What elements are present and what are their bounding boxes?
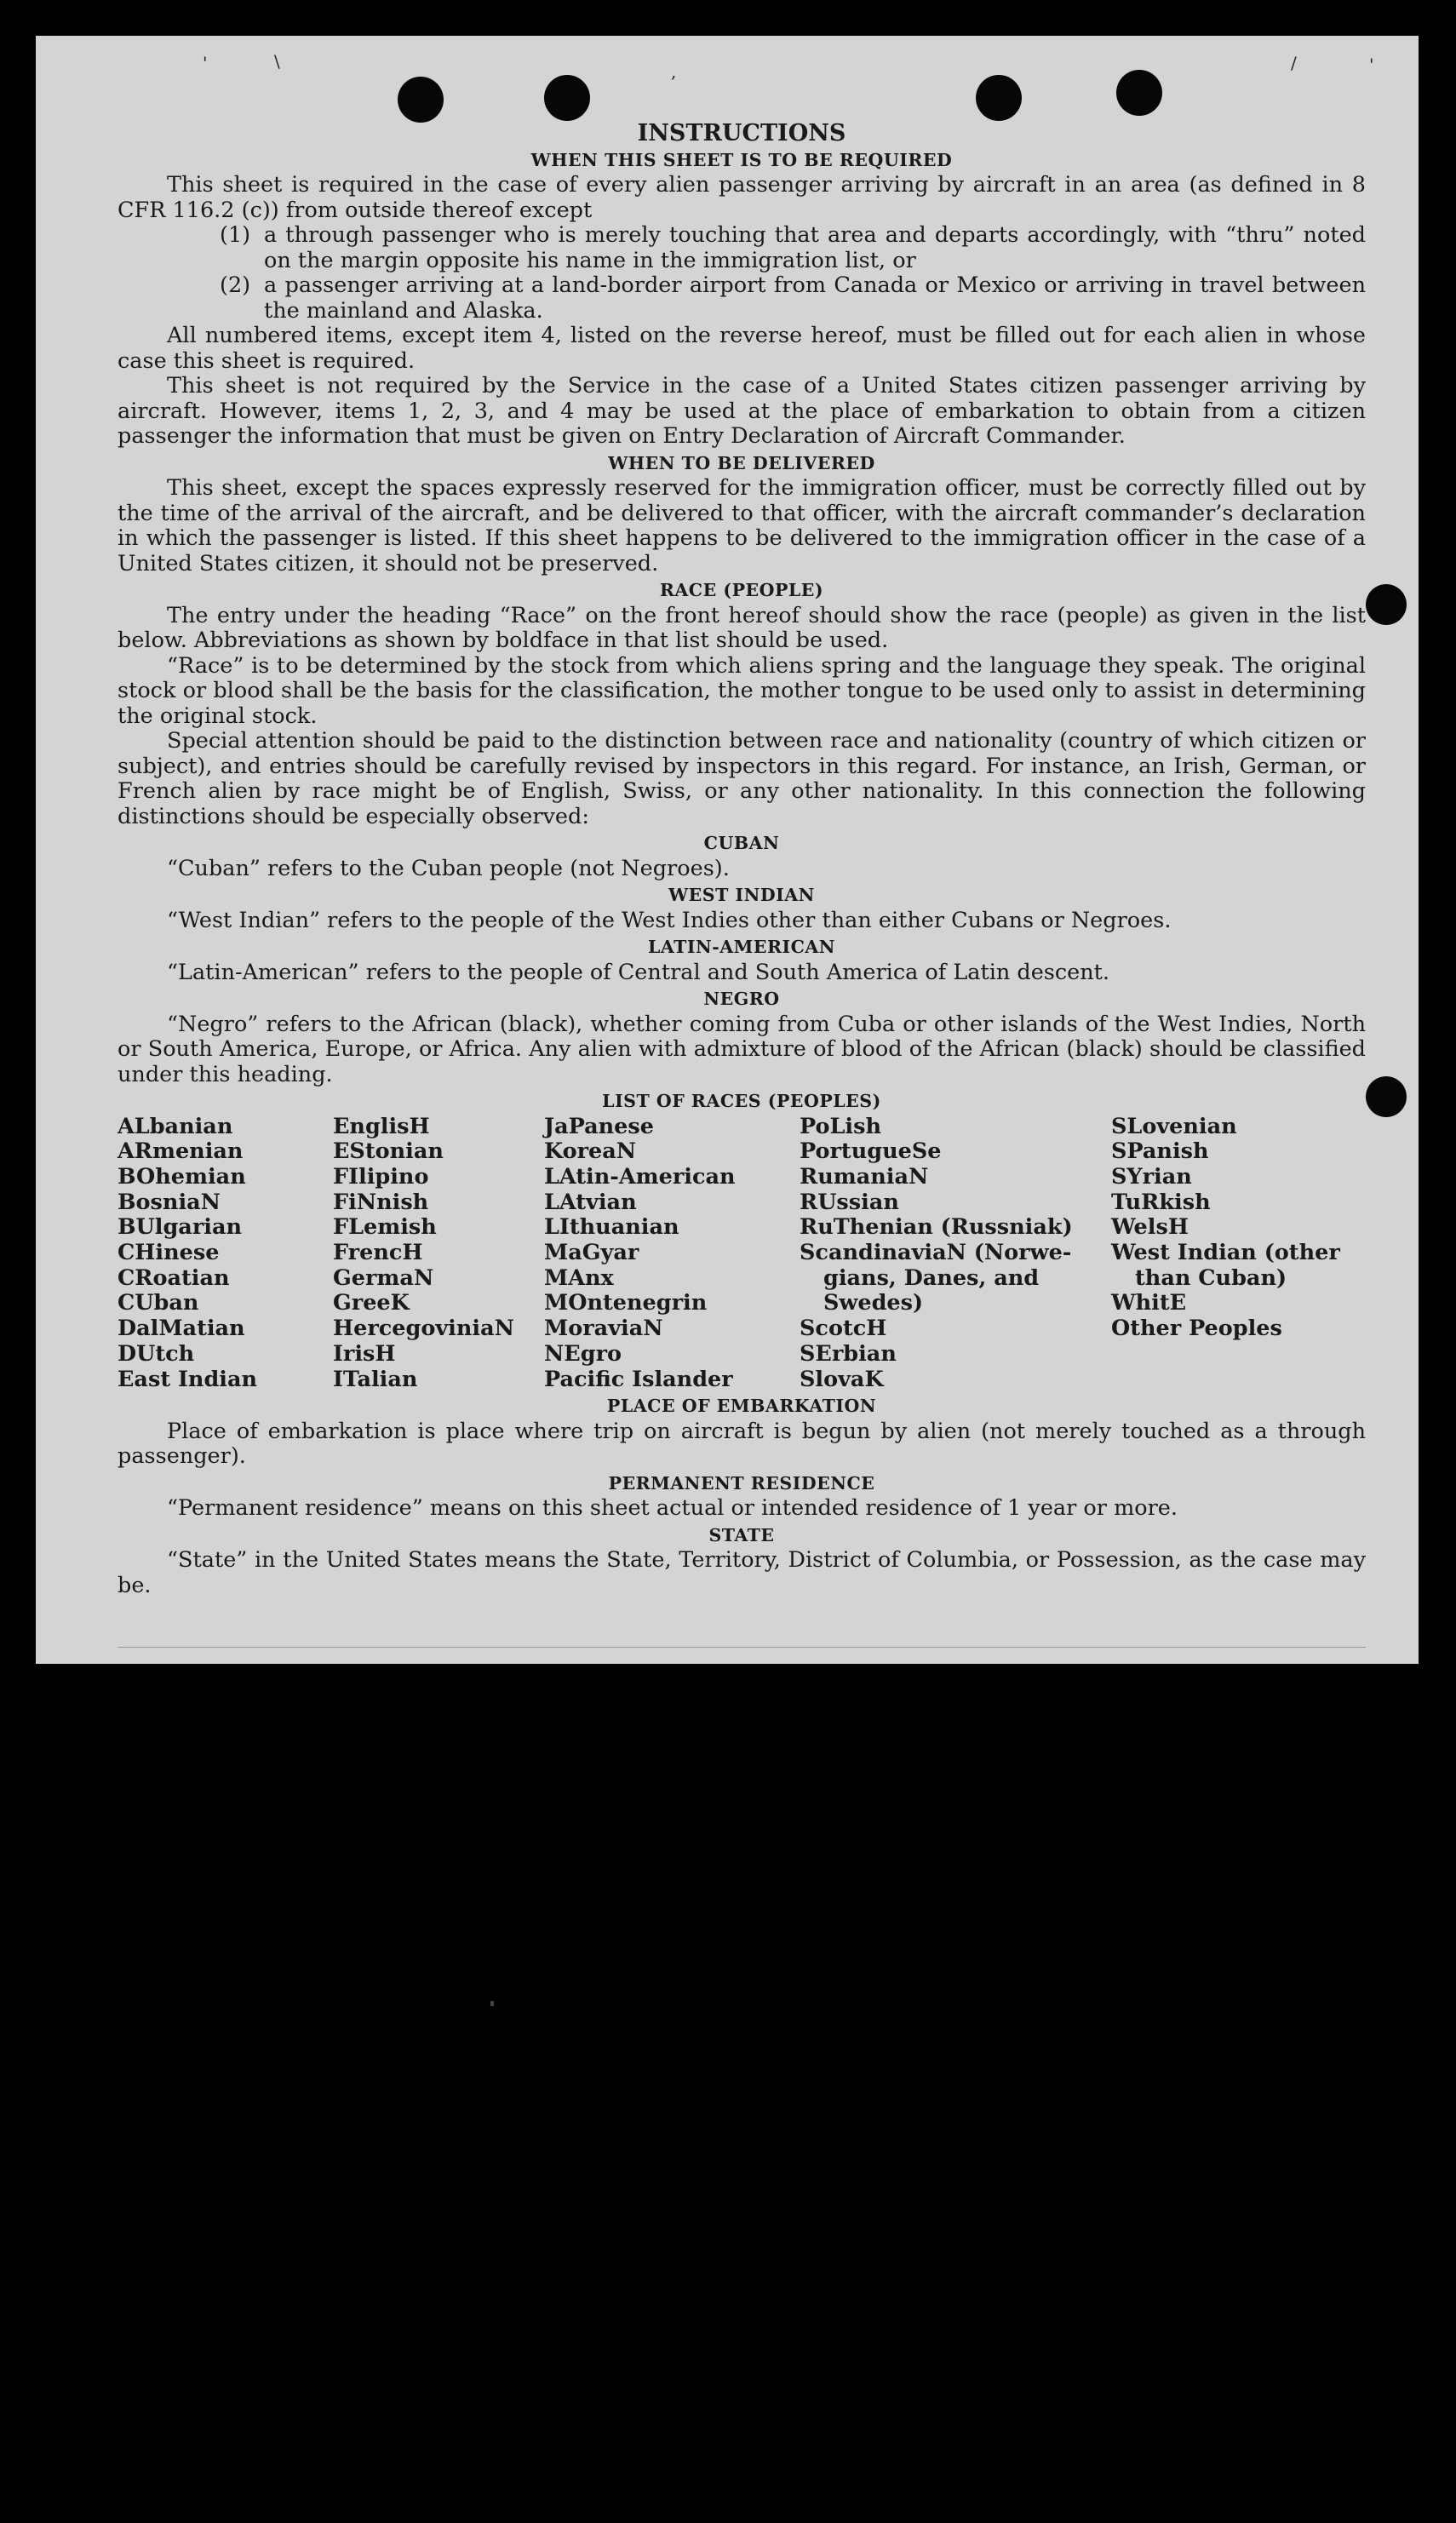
- exception-number: (1): [220, 222, 251, 248]
- numbered-items-paragraph: All numbered items, except item 4, listed on the reverse hereof, must be filled out for each alien in whose case this sheet is required.: [118, 323, 1366, 374]
- race-entry: MAnx: [544, 1264, 614, 1291]
- race-entry-continued: Swedes): [823, 1290, 924, 1316]
- race-entry-continued: than Cuban): [1135, 1264, 1287, 1291]
- section-title-west-indian: WEST INDIAN: [668, 885, 815, 905]
- race-entry: HercegoviniaN: [333, 1316, 514, 1342]
- race-entry: RumaniaN: [800, 1163, 929, 1190]
- race-entry: MoraviaN: [544, 1316, 663, 1342]
- race-entry: Other Peoples: [1111, 1316, 1282, 1342]
- cuban-definition: “Cuban” refers to the Cuban people (not Negroes).: [167, 855, 730, 881]
- scan-mark: \: [274, 51, 280, 72]
- race-entry: SErbian: [800, 1340, 897, 1367]
- race-entry: EnglisH: [333, 1113, 430, 1139]
- race-entry-continued: gians, Danes, and: [823, 1264, 1040, 1291]
- bottom-rule: [118, 1647, 1366, 1648]
- punch-hole: [976, 75, 1022, 121]
- exception-item: [118, 273, 1366, 324]
- section-title-negro: NEGRO: [703, 989, 780, 1009]
- race-entry: SlovaK: [800, 1366, 884, 1392]
- scan-mark: ': [203, 53, 208, 73]
- race-entry: CUban: [118, 1290, 199, 1316]
- scan-speck: [490, 2001, 494, 2006]
- scan-mark: ,: [671, 61, 677, 82]
- document-sheet: [36, 36, 1419, 1664]
- page-title: INSTRUCTIONS: [637, 120, 846, 146]
- west-indian-definition: “West Indian” refers to the people of the West Indies other than either Cubans or Negroes.: [167, 907, 1172, 933]
- race-entry: MOntenegrin: [544, 1290, 708, 1316]
- race-entry: LAtvian: [544, 1189, 637, 1215]
- race-entry: East Indian: [118, 1366, 258, 1392]
- section-title-residence: PERMANENT RESIDENCE: [608, 1472, 875, 1494]
- race-entry: RuThenian (Russniak): [800, 1214, 1073, 1241]
- race-entry: NEgro: [544, 1340, 622, 1367]
- section-title-list-of-races: LIST OF RACES (PEOPLES): [602, 1091, 881, 1111]
- punch-hole: [1116, 70, 1162, 116]
- race-paragraph-2: “Race” is to be determined by the stock from which aliens spring and the language they speak. The original stock or blood shall be the basis for the classification, the mother tongue to be used only to assist in determining the original stock.: [118, 652, 1366, 729]
- race-entry: ScandinaviaN (Norwe-: [800, 1240, 1072, 1266]
- race-entry: DUtch: [118, 1340, 195, 1367]
- race-entry: RUssian: [800, 1189, 899, 1215]
- races-column: [1111, 1115, 1366, 1393]
- race-entry: FrencH: [333, 1240, 423, 1266]
- state-definition: “State” in the United States means the State, Territory, District of Columbia, or Possession, as the case may be.: [118, 1547, 1366, 1598]
- embarkation-definition: Place of embarkation is place where trip on aircraft is begun by alien (not merely touched as a through passenger).: [118, 1418, 1366, 1470]
- race-entry: FLemish: [333, 1214, 437, 1241]
- race-entry: WhitE: [1111, 1290, 1187, 1316]
- race-entry: CRoatian: [118, 1264, 230, 1291]
- negro-definition: “Negro” refers to the African (black), whether coming from Cuba or other islands of the West Indies, North or South America, Europe, or Africa. Any alien with admixture of blood of the African (black) should be classified under this heading.: [118, 1011, 1366, 1087]
- race-entry: PortugueSe: [800, 1138, 942, 1165]
- exception-text: a passenger arriving at a land-border airport from Canada or Mexico or arriving in travel between the mainland and Alaska.: [264, 272, 1366, 324]
- punch-hole: [1366, 584, 1407, 625]
- race-entry: SPanish: [1111, 1138, 1209, 1165]
- races-column: [333, 1115, 544, 1393]
- when-delivered-text: This sheet, except the spaces expressly reserved for the immigration officer, must be correctly filled out by the time of the arrival of the aircraft, and be delivered to that officer, with the aircraft commander’s declaration in which the passenger is listed. If this sheet happens to be delivered to the immigration officer in the case of a United States citizen, it should not be preserved.: [118, 475, 1366, 576]
- race-entry: BUlgarian: [118, 1214, 243, 1241]
- race-entry: BosniaN: [118, 1189, 221, 1215]
- race-entry: IrisH: [333, 1340, 396, 1367]
- race-entry: MaGyar: [544, 1240, 639, 1266]
- race-entry: West Indian (other: [1111, 1240, 1340, 1266]
- punch-hole: [1366, 1076, 1407, 1117]
- race-entry: SLovenian: [1111, 1113, 1237, 1139]
- citizen-paragraph: This sheet is not required by the Service in the case of a United States citizen passenger arriving by aircraft. However, items 1, 2, 3, and 4 may be used at the place of embarkation to obtain from a citizen passenger the information that must be given on Entry Declaration of Aircraft Commander.: [118, 373, 1366, 449]
- section-title-state: STATE: [708, 1524, 775, 1545]
- race-entry: Pacific Islander: [544, 1366, 733, 1392]
- race-entry: TuRkish: [1111, 1189, 1211, 1215]
- section-title-latin-american: LATIN-AMERICAN: [647, 937, 836, 957]
- section-title-when-required: WHEN THIS SHEET IS TO BE REQUIRED: [530, 149, 953, 170]
- race-entry: PoLish: [800, 1113, 882, 1139]
- punch-hole: [544, 75, 590, 121]
- race-entry: LAtin-American: [544, 1163, 736, 1190]
- race-entry: WelsH: [1111, 1214, 1189, 1241]
- race-entry: FIlipino: [333, 1163, 429, 1190]
- section-title-race: RACE (PEOPLE): [659, 580, 824, 600]
- scan-mark: /: [1291, 53, 1297, 73]
- race-entry: SYrian: [1111, 1163, 1192, 1190]
- latin-american-definition: “Latin-American” refers to the people of Central and South America of Latin descent.: [167, 959, 1110, 985]
- race-entry: JaPanese: [544, 1113, 654, 1139]
- races-column: [118, 1115, 333, 1393]
- races-column: [800, 1115, 1111, 1393]
- section-title-cuban: CUBAN: [703, 833, 780, 853]
- race-entry: KoreaN: [544, 1138, 637, 1165]
- race-entry: ALbanian: [118, 1113, 233, 1139]
- race-entry: LIthuanian: [544, 1214, 679, 1241]
- race-entry: FiNnish: [333, 1189, 429, 1215]
- races-column: [544, 1115, 800, 1393]
- race-entry: CHinese: [118, 1240, 220, 1266]
- races-table: [118, 1115, 1366, 1393]
- race-entry: ITalian: [333, 1366, 418, 1392]
- race-paragraph-3: Special attention should be paid to the distinction between race and nationality (country of which citizen or subject), and entries should be carefully revised by inspectors in this regard. For instance, an Irish, German, or French alien by race might be of English, Swiss, or any other nationality. In this connection the following distinctions should be especially observed:: [118, 728, 1366, 829]
- exception-item: [118, 223, 1366, 273]
- exception-number: (2): [220, 272, 251, 298]
- race-entry: EStonian: [333, 1138, 444, 1165]
- punch-hole: [398, 77, 444, 123]
- race-entry: GermaN: [333, 1264, 434, 1291]
- when-required-intro: This sheet is required in the case of every alien passenger arriving by aircraft in an area (as defined in 8 CFR 116.2 (c)) from outside thereof except: [118, 172, 1366, 223]
- race-entry: GreeK: [333, 1290, 410, 1316]
- race-entry: ARmenian: [118, 1138, 244, 1165]
- race-paragraph-1: The entry under the heading “Race” on the front hereof should show the race (people) as given in the list below. Abbreviations as shown by boldface in that list should be used.: [118, 602, 1366, 653]
- race-entry: ScotcH: [800, 1316, 887, 1342]
- residence-definition: “Permanent residence” means on this sheet actual or intended residence of 1 year or more.: [167, 1495, 1178, 1522]
- instructions-body: [118, 121, 1366, 1598]
- section-title-embarkation: PLACE OF EMBARKATION: [606, 1396, 877, 1417]
- section-title-when-delivered: WHEN TO BE DELIVERED: [608, 452, 875, 473]
- scan-mark: ': [1369, 54, 1374, 75]
- race-entry: DalMatian: [118, 1316, 245, 1342]
- race-entry: BOhemian: [118, 1163, 246, 1190]
- exception-text: a through passenger who is merely touching that area and departs accordingly, with “thru” noted on the margin opposite his name in the immigration list, or: [264, 222, 1366, 273]
